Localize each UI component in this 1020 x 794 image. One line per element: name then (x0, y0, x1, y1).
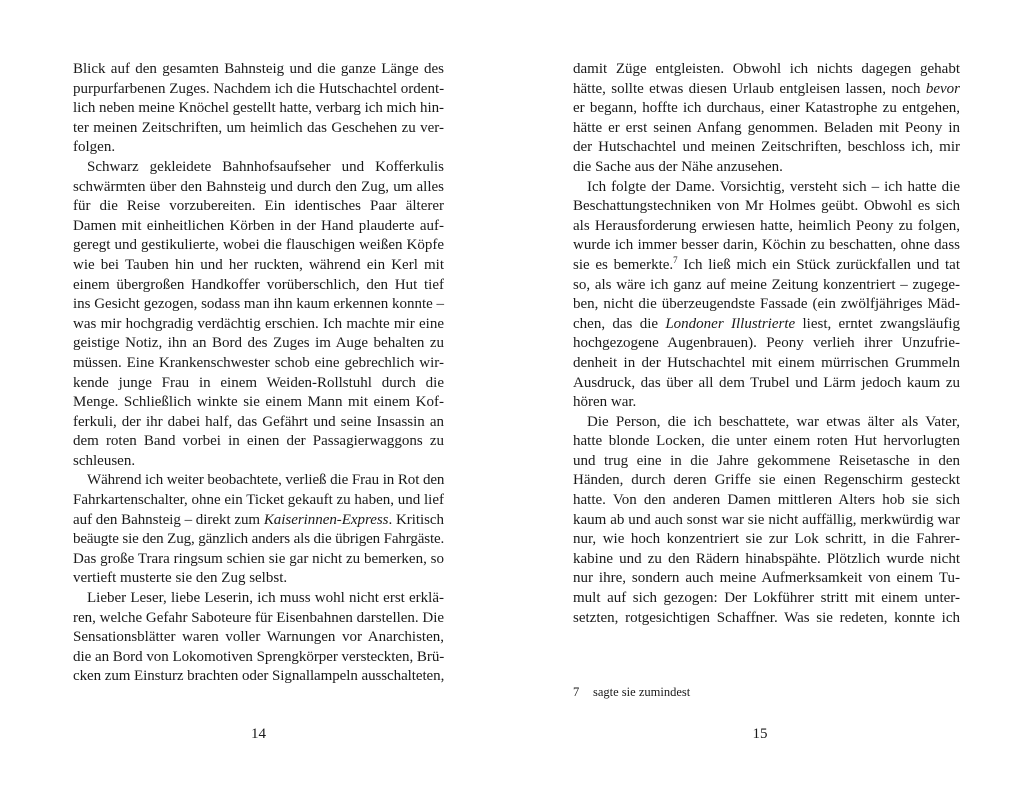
text-line (573, 256, 960, 276)
text-line: lich neben meine Knöchel gestellt hatte, verbarg ich mich hin- (73, 100, 444, 117)
text-line: schleusen. (73, 452, 136, 469)
text-line (573, 80, 960, 100)
right-page-text (573, 60, 960, 628)
text-line: cken zum Einsturz brachten oder Signallampeln ausschalteten, (73, 668, 445, 685)
text-line: nur ihre, sondern auch meine Aufmerksamkeit von einem Tu- (573, 570, 960, 587)
text-line: Menge. Schließlich winkte sie einem Mann mit einem Kof- (73, 394, 444, 411)
text-line: kaum ab und auch sonst war sie nicht auffällig, merkwürdig war (573, 511, 960, 528)
text-line: ins Gesicht gezogen, sodass man ihn kaum erkennen konnte – (73, 296, 444, 313)
text-line: Schwarz gekleidete Bahnhofsaufseher und Kofferkulis (87, 158, 444, 175)
text-line: so, als wäre ich ganz auf meine Zeitung konzentriert – zugege- (573, 276, 960, 293)
text-line: dem roten Band vorbei in einen der Passagierwaggons zu (73, 433, 444, 450)
text-line: Das große Trara ringsum schien sie gar nicht zu bemerken, so (73, 550, 444, 567)
italic-text: Kaiserinnen-Express (263, 511, 389, 528)
text-line: Damen mit einheitlichen Körben in der Hand plauderte auf- (73, 217, 444, 234)
text-line: Ausdruck, das über all dem Trubel und Lärm jedoch kaum zu (573, 374, 960, 391)
text-run: Ich ließ mich ein Stück zurückfallen und tat (677, 256, 960, 273)
text-line: damit Züge entgleisten. Obwohl ich nichts dagegen gehabt (573, 61, 960, 77)
text-line: ben, nicht die überzeugendste Fassade (ein zwölfjähriges Mäd- (573, 296, 960, 313)
text-line: vertieft musterte sie den Zug selbst. (73, 570, 288, 587)
text-line: hatte blonde Locken, die unter einem roten Hut hervorlugten (573, 433, 960, 450)
text-line: geregt und gestikulierte, wobei die flauschigen weißen Köpfe (73, 237, 444, 254)
text-line: denheit in der Hutschachtel mit einem mürrischen Grummeln (573, 354, 960, 371)
text-line: einem übergroßen Handkoffer vorüberschlich, den Hut tief (73, 276, 444, 293)
footnote-text: sagte sie zumindest (593, 685, 691, 699)
text-run: chen, das die (573, 315, 666, 332)
text-line: ter meinen Zeitschriften, um heimlich das Geschehen zu ver- (73, 119, 444, 136)
text-line: müssen. Eine Krankenschwester schob eine gebrechlich wir- (73, 354, 444, 371)
page-number-left: 14 (251, 726, 266, 742)
text-line: kende junge Frau in einem Weiden-Rollstuhl durch die (73, 374, 444, 391)
italic-text: bevor (925, 80, 960, 97)
text-run: sie es bemerkte. (573, 256, 674, 273)
text-line: die Sache aus der Nähe anzusehen. (573, 158, 783, 175)
text-run: liest, erntet zwangsläufig (795, 315, 960, 332)
text-line: Sensationsblätter waren voller Warnungen vor Anarchisten, (73, 629, 444, 646)
text-run: auf den Bahnsteig – direkt zum (73, 511, 264, 528)
text-line: setzten, rotgesichtigen Schaffner. Was sie redeten, konnte ich (573, 609, 960, 626)
footnote (573, 685, 690, 700)
text-line: nur, wie hoch konzentriert sie zur Lok schritt, in die Fahrer- (573, 531, 960, 548)
text-line: hochgezogene Augenbrauen). Peony verlieh ihrer Unzufrie- (573, 335, 960, 352)
footnote-reference[interactable]: 7 (673, 254, 678, 265)
text-run: hätte, sollte etwas diesen Urlaub entgleisen lassen, noch (573, 80, 926, 97)
page-number-right: 15 (752, 726, 768, 742)
text-line: und trug eine in die Jahre gekommene Reisetasche in den (573, 452, 960, 469)
text-line: hören war. (573, 394, 637, 411)
text-line: wurde ich immer besser darin, Köchin zu beschatten, ohne dass (573, 237, 960, 254)
text-line: Händen, durch deren Griffe sie einen Regenschirm gesteckt (573, 472, 960, 489)
text-line: wie bei Tauben hin und her ruckten, während ein Kerl mit (73, 256, 444, 273)
italic-text: Londoner Illustrierte (665, 315, 796, 332)
right-page (510, 0, 1020, 794)
text-line: der Hutschachtel und meinen Zeitschriften, beschloss ich, mir (573, 139, 960, 156)
text-line: Blick auf den gesamten Bahnsteig und die ganze Länge des (73, 61, 444, 77)
text-line: hatte. Von den anderen Damen mittleren Alters hob sie sich (573, 492, 960, 509)
left-page-text (73, 60, 444, 687)
text-line: was mir hochgradig verdächtig erschien. Ich machte mir eine (73, 315, 444, 332)
text-line: Die Person, die ich beschattete, war etwas älter als Vater, (587, 413, 960, 430)
text-line: ferkuli, der ihr dabei half, das Gefährt und seine Insassin an (73, 413, 444, 430)
text-line (73, 511, 444, 531)
text-line: ren, welche Gefahr Saboteure für Eisenbahnen darstellen. Die (73, 609, 445, 626)
text-line: Während ich weiter beobachtete, verließ die Frau in Rot den (87, 472, 445, 489)
text-line: beäugte sie den Zug, gänzlich anders als die übrigen Fahrgäste. (73, 531, 445, 548)
text-line: hätte er erst seinen Anfang genommen. Beladen mit Peony in (573, 119, 960, 136)
text-run: . Kritisch (388, 511, 445, 528)
text-line: folgen. (73, 139, 116, 156)
text-line: Lieber Leser, liebe Leserin, ich muss wohl nicht erst erklä- (87, 590, 444, 607)
footnote-number: 7 (573, 685, 580, 699)
text-line: er begann, hoffte ich durchaus, einer Katastrophe zu entgehen, (573, 100, 960, 117)
text-line: die an Bord von Lokomotiven Sprengkörper versteckten, Brü- (73, 648, 445, 665)
text-line: geistige Notiz, ihn an Bord des Zuges im Auge behalten zu (73, 335, 444, 352)
text-line: für die Reise vorzubereiten. Ein identisches Paar älterer (73, 198, 444, 215)
text-line (573, 315, 960, 335)
text-line: schwärmten über den Bahnsteig und durch den Zug, um alles (73, 178, 444, 195)
text-line: Ich folgte der Dame. Vorsichtig, versteht sich – ich hatte die (587, 178, 960, 195)
text-line: als Herausforderung erwiesen hatte, heimlich Peony zu folgen, (573, 217, 960, 234)
text-line: kabine und zu den Rädern hinabspähte. Plötzlich wurde nicht (573, 550, 960, 567)
text-line: mult auf sich gezogen: Der Lokführer stritt mit einem unter- (573, 590, 960, 607)
text-line: Fahrkartenschalter, ohne ein Ticket gekauft zu haben, und lief (73, 492, 444, 509)
text-line: purpurfarbenen Zuges. Nachdem ich die Hutschachtel ordent- (73, 80, 445, 97)
text-line: Beschattungstechniken von Mr Holmes geübt. Obwohl es sich (573, 198, 960, 215)
